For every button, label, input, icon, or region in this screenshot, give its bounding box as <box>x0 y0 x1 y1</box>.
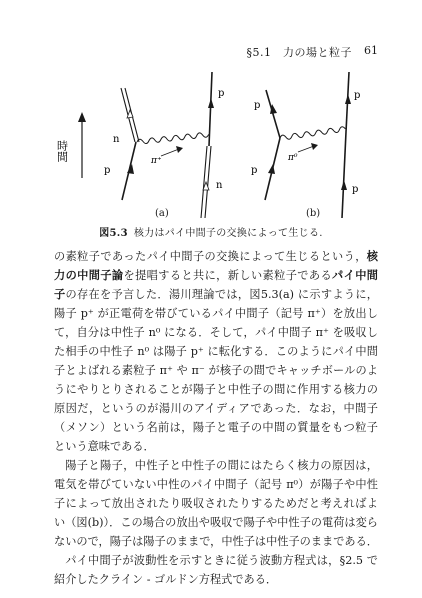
feynman-diagrams <box>0 60 422 218</box>
pion-wavy-line-b <box>280 126 346 140</box>
arrow-icon <box>345 94 351 104</box>
label-p-b-left-bottom: p <box>251 165 258 176</box>
label-pion-a: π⁺ <box>151 156 162 166</box>
label-n-a-right: n <box>216 180 223 191</box>
label-p-b-right-top: p <box>354 90 361 101</box>
label-p-b-left-top: p <box>254 100 261 111</box>
label-n-a-left: n <box>113 134 120 145</box>
running-header <box>0 44 422 60</box>
caption-number: 図5.3 <box>99 228 128 239</box>
page-number: 61 <box>364 44 378 57</box>
section-title: §5.1 力の場と粒子 <box>246 46 352 59</box>
text-run: を提唱すると共に，新しい素粒子である <box>123 269 333 282</box>
paragraph-3: パイ中間子が波動性を示すときに従う波動方程式は，§2.5 で紹介したクライン - ゴルドン方程式である． <box>54 554 378 586</box>
time-axis-label: 時間 <box>55 140 69 162</box>
label-p-b-right-bottom: p <box>352 184 359 195</box>
bold-term-pion: パイ中間子 <box>54 268 378 301</box>
text-run: の素粒子であったパイ中間子の交換によって生じるという， <box>54 250 367 263</box>
pion-wavy-line-a <box>137 132 209 144</box>
label-p-a-top: p <box>218 88 225 99</box>
label-p-a-bottom: p <box>104 165 111 176</box>
paragraph-2: 陽子と陽子，中性子と中性子の間にはたらく核力の原因は，電気を帯びていない中性のパイ中間子（記号 π⁰）が陽子や中性子によって放出されたり吸収されたりするためだと考えればよい（図(b)）．この場合の放出や吸収で陽子や中性子の電荷は変らないので，陽子は陽子のままで，中性子は中性子のままである． <box>54 459 378 548</box>
figure-caption <box>0 224 422 239</box>
arrow-icon <box>341 180 347 190</box>
paragraph-1 <box>54 247 378 456</box>
proton-line-a-top <box>209 72 212 146</box>
panel-a <box>104 72 224 218</box>
figure-5-3 <box>0 60 422 218</box>
label-pion-b: π⁰ <box>288 153 298 163</box>
body-text <box>54 247 378 589</box>
bold-term-meson-theory: 核力の中間子論 <box>54 249 378 282</box>
panel-b <box>251 72 360 218</box>
panel-b-label: (b) <box>306 208 321 219</box>
arrow-icon <box>208 98 214 108</box>
time-axis <box>78 112 86 178</box>
caption-text: 核力はパイ中間子の交換によって生じる. <box>133 228 323 239</box>
panel-a-label: (a) <box>155 208 169 219</box>
text-run: の存在を予言した．湯川理論では，図5.3(a) に示すように，陽子 p⁺ が正電荷を帯びているパイ中間子（記号 π⁺）を放出して，自分は中性子 n⁰ になる．そして，パイ中間子 π⁺ を吸収した相手の中性子 n⁰ は陽子 p⁺ に転化する．このようにパイ中間子とよばれる素粒子 π⁺ や π⁻ が核子の間でキャッチボールのようにやりとりされることが陽子と中性子の間に作用する核力の原因だ，というのが湯川のアイディアであった．なお，中間子（メソン）という名前は，陽子と電子の中間の質量をもつ粒子という意味である． <box>54 288 378 453</box>
